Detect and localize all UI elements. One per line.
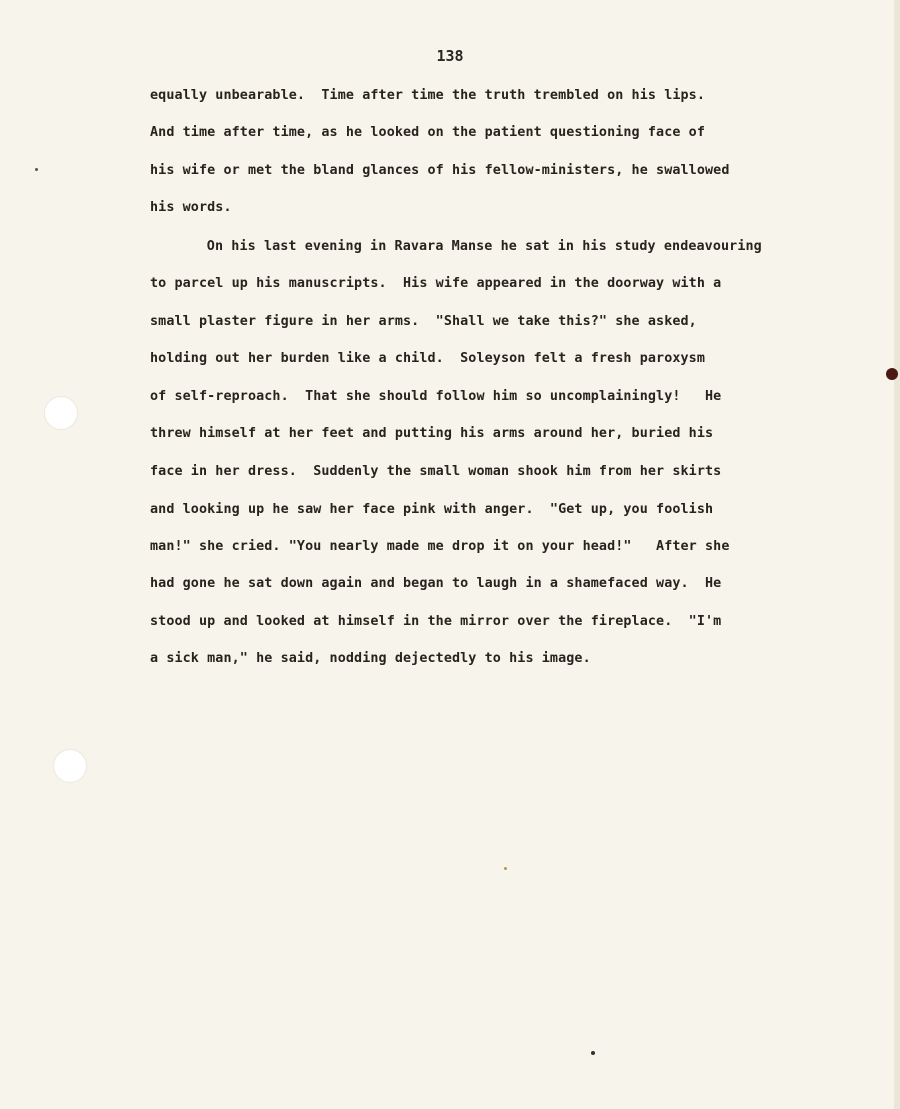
text-line: his wife or met the bland glances of his fellow-ministers, he swallowed [150,163,730,178]
text-line: man!" she cried. "You nearly made me drop it on your head!" After she [150,539,730,554]
text-line: And time after time, as he looked on the patient questioning face of [150,125,706,140]
text-line: small plaster figure in her arms. "Shall we take this?" she asked, [150,314,697,329]
page-number: 138 [436,47,464,65]
text-line: of self-reproach. That she should follow him so uncomplainingly! He [150,389,722,404]
text-line: threw himself at her feet and putting his arms around her, buried his [150,426,714,441]
text-line: stood up and looked at himself in the mirror over the fireplace. "I'm [150,614,722,629]
text-line: his words. [150,200,232,215]
text-line: face in her dress. Suddenly the small woman shook him from her skirts [150,464,722,479]
text-line: and looking up he saw her face pink with anger. "Get up, you foolish [150,502,714,517]
text-line: On his last evening in Ravara Manse he sat in his study endeavouring [166,239,762,254]
text-line: to parcel up his manuscripts. His wife appeared in the doorway with a [150,276,722,291]
text-line: equally unbearable. Time after time the truth trembled on his lips. [150,88,706,103]
text-line: a sick man," he said, nodding dejectedly to his image. [150,651,591,666]
text-line: holding out her burden like a child. Soleyson felt a fresh paroxysm [150,351,706,366]
text-line: had gone he sat down again and began to laugh in a shamefaced way. He [150,576,722,591]
